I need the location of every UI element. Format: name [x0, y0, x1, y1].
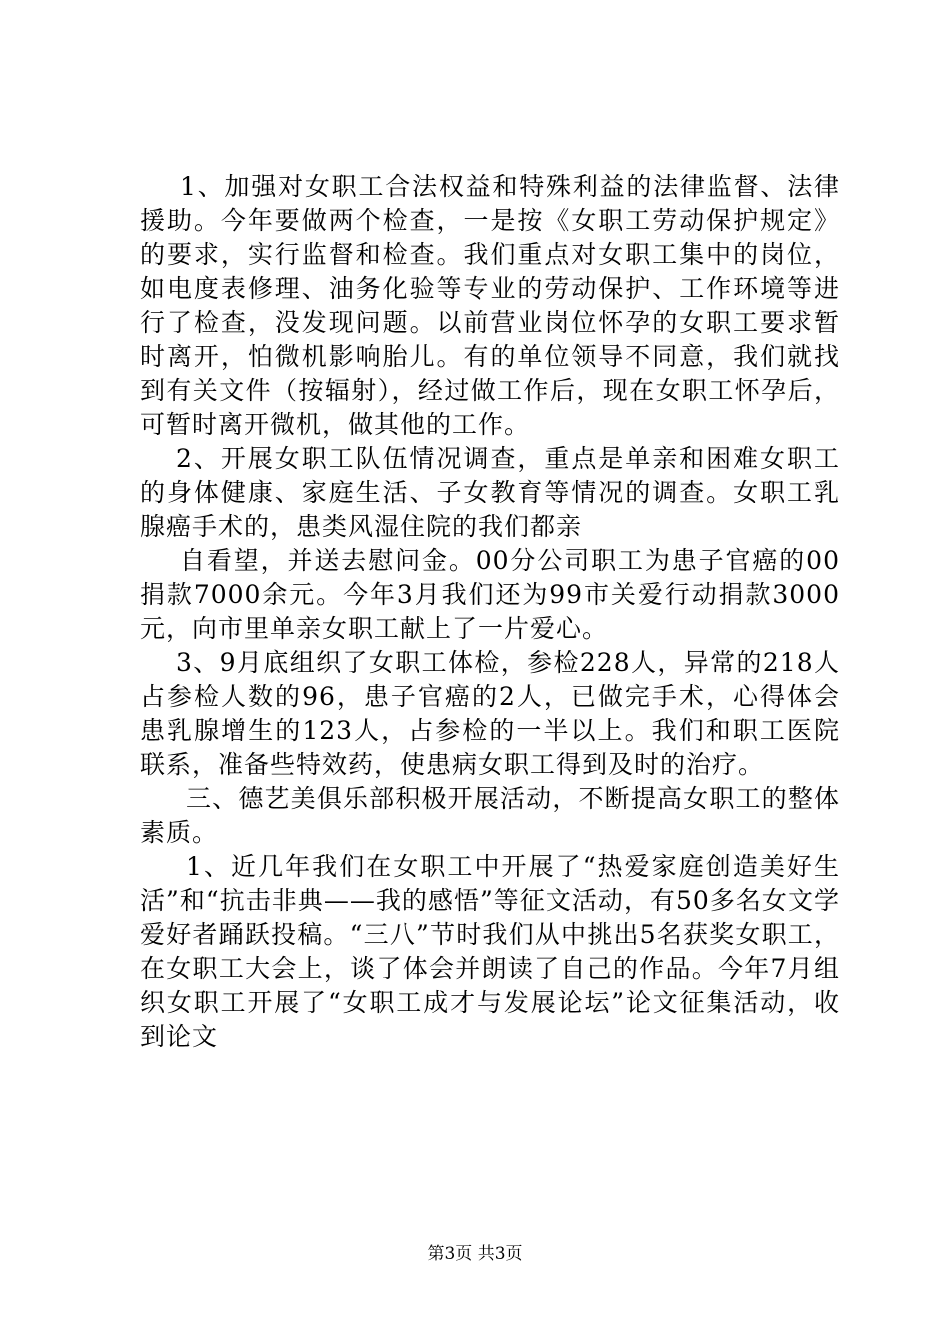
paragraph-6: 1、近几年我们在女职工中开展了“热爱家庭创造美好生活”和“抗击非典——我的感悟”等征文活动，有50多名女文学爱好者踊跃投稿。“三八”节时我们从中挑出5名获奖女职工，在女职工大会上，谈了体会并朗读了自己的作品。今年7月组织女职工开展了“女职工成才与发展论坛”论文征集活动，收到论文 [140, 852, 840, 1051]
paragraph-1: 1、加强对女职工合法权益和特殊利益的法律监督、法律援助。今年要做两个检查，一是按《女职工劳动保护规定》的要求，实行监督和检查。我们重点对女职工集中的岗位，如电度表修理、油务化验等专业的劳动保护、工作环境等进行了检查，没发现问题。以前营业岗位怀孕的女职工要求暂时离开，怕微机影响胎儿。有的单位领导不同意，我们就找到有关文件（按辐射），经过做工作后，现在女职工怀孕后，可暂时离开微机，做其他的工作。 [140, 172, 840, 439]
paragraph-5: 三、德艺美俱乐部积极开展活动，不断提高女职工的整体素质。 [140, 784, 840, 847]
document-body [140, 170, 840, 1054]
paragraph-3: 自看望，并送去慰问金。00分公司职工为患子官癌的00捐款7000余元。今年3月我们还为99市关爱行动捐款3000元，向市里单亲女职工献上了一片爱心。 [140, 546, 840, 643]
paragraph-2: 2、开展女职工队伍情况调查，重点是单亲和困难女职工的身体健康、家庭生活、子女教育等情况的调查。女职工乳腺癌手术的，患类风湿住院的我们都亲 [140, 444, 840, 541]
paragraph-4: 3、9月底组织了女职工体检，参检228人，异常的218人占参检人数的96，患子官癌的2人，已做完手术，心得体会患乳腺增生的123人，占参检的一半以上。我们和职工医院联系，准备些特效药，使患病女职工得到及时的治疗。 [140, 648, 840, 779]
page-footer: 第3页 共3页 [427, 1244, 523, 1264]
